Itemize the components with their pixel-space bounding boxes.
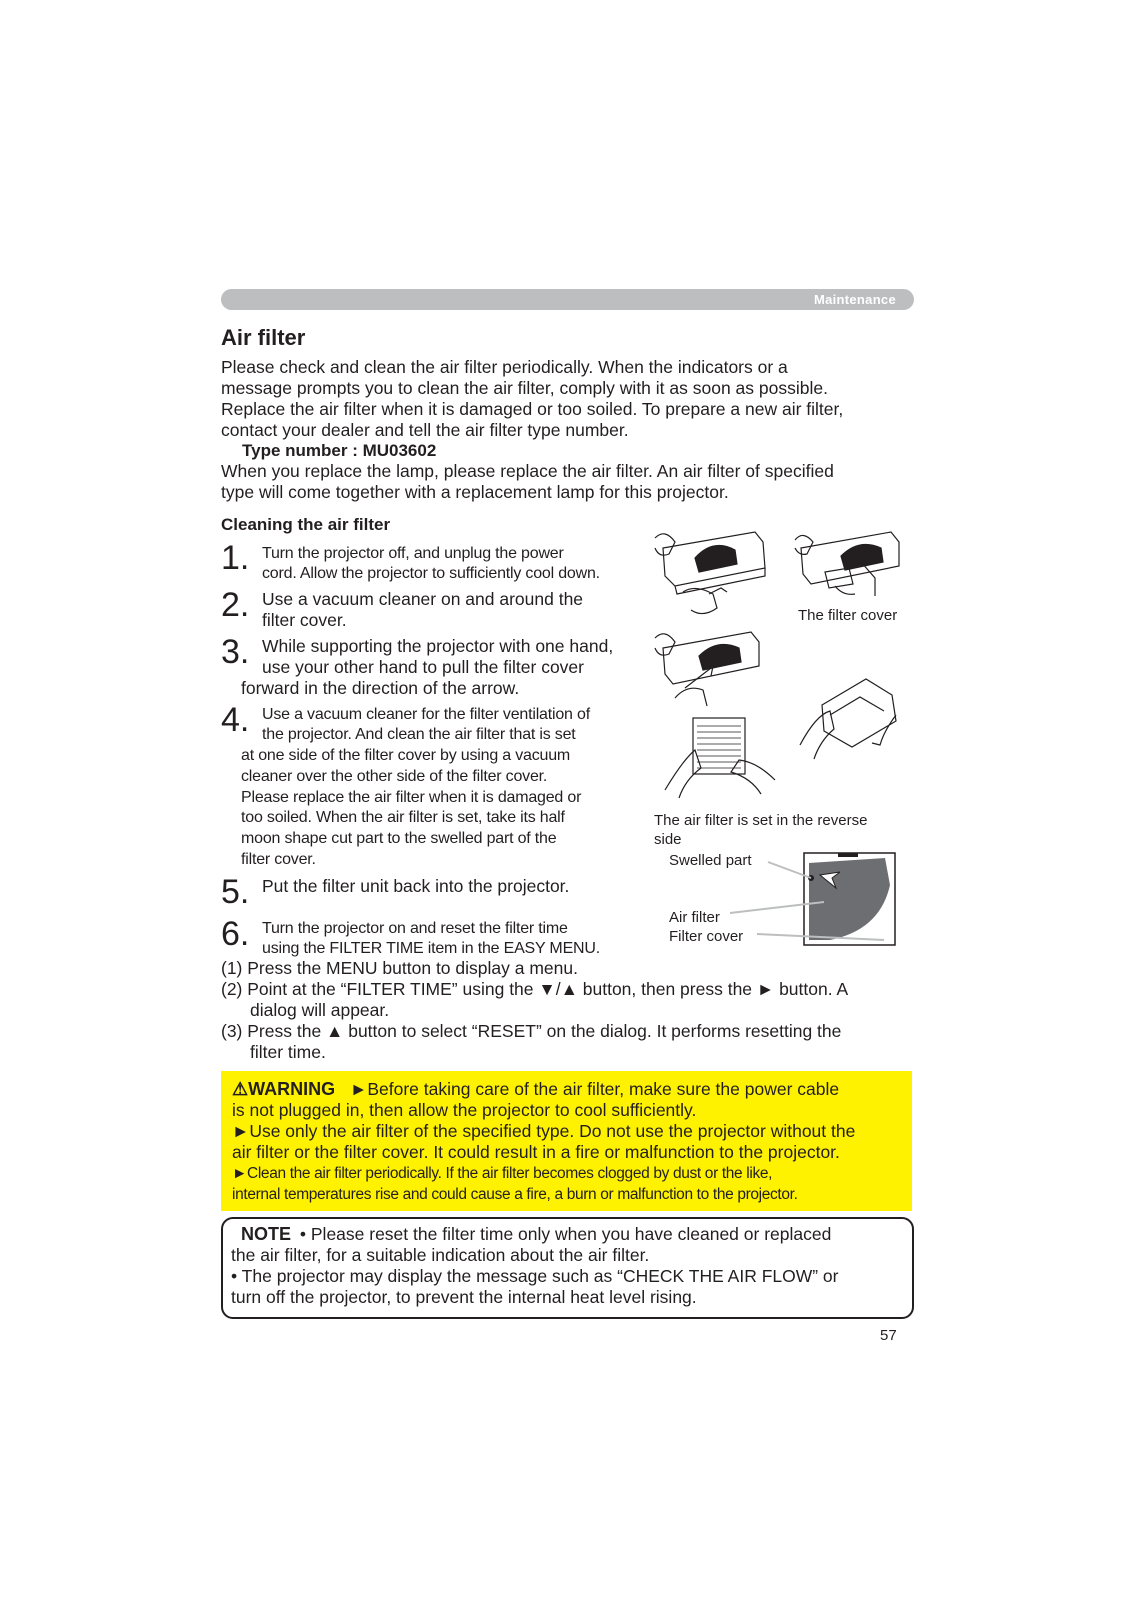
substep: (2) Point at the “FILTER TIME” using the ▼/▲ button, then press the ► button. A (221, 979, 849, 999)
step-number: 5. (221, 873, 250, 911)
note-box (221, 1217, 914, 1319)
label-swelled-part: Swelled part (669, 852, 752, 869)
step-text-continued: at one side of the filter cover by using a vacuum cleaner over the other side of the filter cover. Please replace the air filter when it is damaged or too soiled. When the air filter is set, take its half moon shape cut part to the swelled part of the filter cover. (241, 747, 582, 868)
warning-box (221, 1071, 912, 1211)
substep-continued: filter time. (250, 1042, 326, 1062)
warning-text: is not plugged in, then allow the projector to cool sufficiently. ►Use only the air filter of the specified type. Do not use the projector without the air filter or the filter cover. It could result in a fire or malfunction to the projector. (232, 1100, 856, 1162)
substep-continued: dialog will appear. (250, 1000, 390, 1020)
lamp-note-paragraph: When you replace the lamp, please replace the air filter. An air filter of specified type will come together with a replacement lamp for this projector. (221, 461, 834, 502)
step-text: Put the filter unit back into the projector. (262, 876, 570, 896)
step-text: Use a vacuum cleaner on and around the filter cover. (262, 589, 584, 630)
section-label: Maintenance (813, 292, 896, 307)
note-label: NOTE (241, 1224, 292, 1244)
substep: (1) Press the MENU button to display a menu. (221, 958, 578, 978)
warning-small-text: ►Clean the air filter periodically. If the air filter becomes clogged by dust or the like, internal temperatures rise and could cause a fire, a burn or malfunction to the projector. (232, 1165, 798, 1203)
step-number: 4. (221, 701, 250, 739)
step-number: 2. (221, 586, 250, 624)
note-text: the air filter, for a suitable indication about the air filter. • The projector may display the message such as “CHECK THE AIR FLOW” or turn off the projector, to prevent the internal heat level rising. (231, 1245, 839, 1307)
label-air-filter: Air filter (669, 909, 720, 926)
intro-paragraph: Please check and clean the air filter periodically. When the indicators or a message prompts you to clean the air filter, comply with it as soon as possible. Replace the air filter when it is damaged or too soiled. To prepare a new air filter, contact your dealer and tell the air filter type number. (221, 357, 844, 440)
caption-reverse-side: The air filter is set in the reverse side (654, 812, 868, 848)
label-filter-cover: Filter cover (669, 928, 744, 945)
type-number: Type number : MU03602 (242, 441, 437, 460)
cleaning-heading: Cleaning the air filter (221, 515, 391, 534)
warning-first-line: ⚠WARNING ►Before taking care of the air filter, make sure the power cable (232, 1079, 840, 1099)
caption-filter-cover: The filter cover (798, 607, 898, 624)
note-first-line: NOTE • Please reset the filter time only when you have cleaned or replaced (241, 1224, 832, 1244)
page-title: Air filter (221, 325, 306, 350)
step-text-continued: forward in the direction of the arrow. (241, 678, 520, 698)
step-number: 6. (221, 915, 250, 953)
page-number: 57 (880, 1327, 897, 1344)
step-text: Turn the projector on and reset the filter time using the FILTER TIME item in the EASY MENU. (262, 920, 600, 957)
substep: (3) Press the ▲ button to select “RESET” on the dialog. It performs resetting the (221, 1021, 842, 1041)
step-number: 3. (221, 633, 250, 671)
warning-label: ⚠WARNING (232, 1079, 336, 1099)
step-text: While supporting the projector with one hand, use your other hand to pull the filter cover (262, 636, 614, 677)
step-number: 1. (221, 539, 250, 577)
step-text: Use a vacuum cleaner for the filter ventilation of the projector. And clean the air filter that is set (262, 706, 590, 743)
step-text: Turn the projector off, and unplug the power cord. Allow the projector to sufficiently cool down. (262, 545, 600, 582)
